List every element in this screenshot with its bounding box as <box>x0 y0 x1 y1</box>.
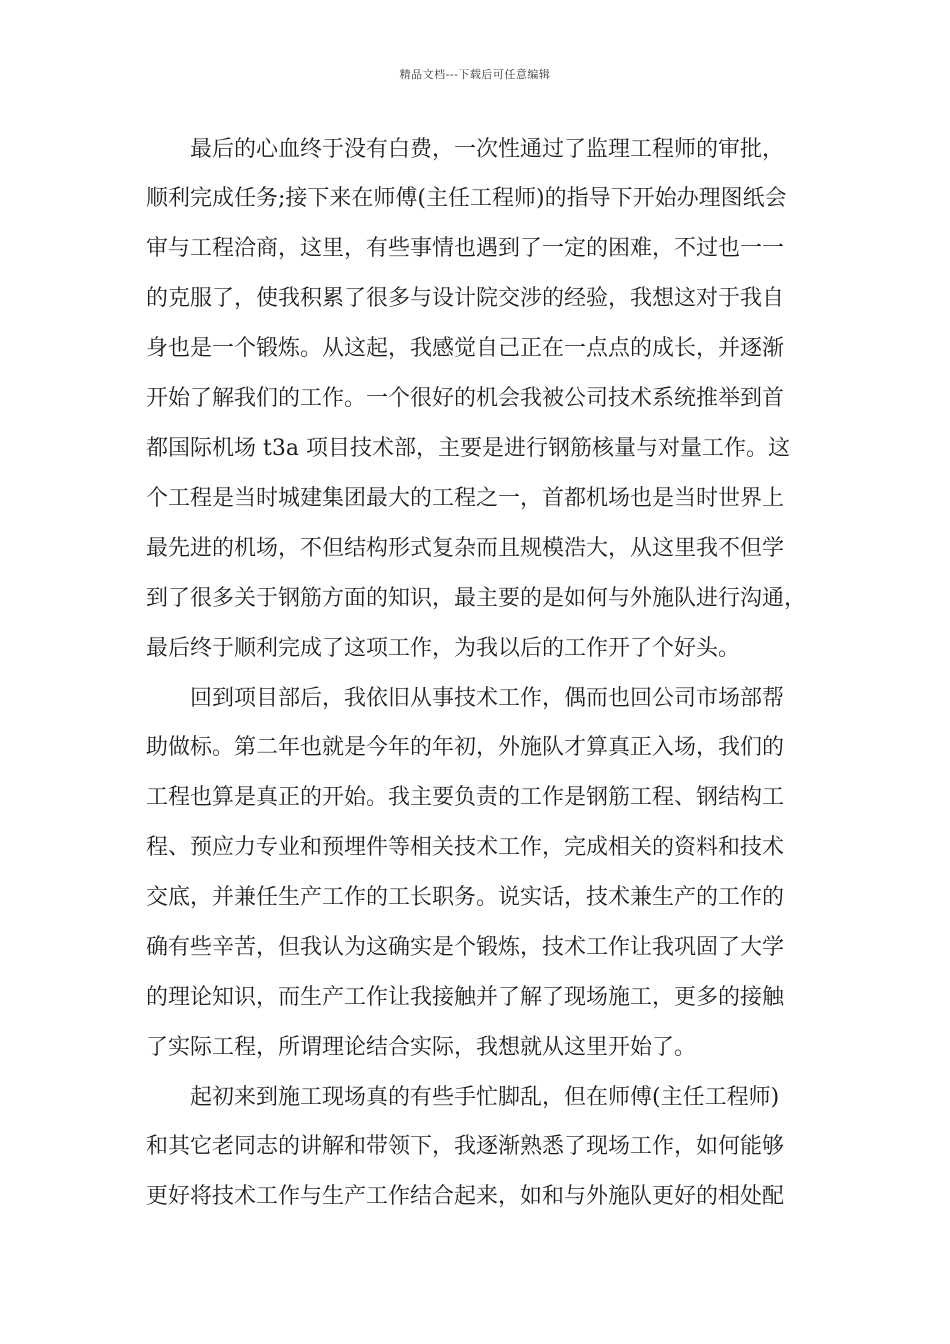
text-line: 顺利完成任务;接下来在师傅(主任工程师)的指导下开始办理图纸会 <box>146 186 787 211</box>
text-line: 都国际机场 t3a 项目技术部，主要是进行钢筋核量与对量工作。这 <box>146 436 790 461</box>
text-line: 了实际工程，所谓理论结合实际，我想就从这里开始了。 <box>146 1035 697 1060</box>
text-line: 回到项目部后，我依旧从事技术工作，偶而也回公司市场部帮 <box>190 686 785 711</box>
page-header: 精品文档---下载后可任意编辑 <box>399 68 551 81</box>
text-line: 程、预应力专业和预埋件等相关技术工作，完成相关的资料和技术 <box>146 835 785 860</box>
text-line: 的理论知识，而生产工作让我接触并了解了现场施工，更多的接触 <box>146 985 785 1010</box>
text-line: 交底，并兼任生产工作的工长职务。说实话，技术兼生产的工作的 <box>146 885 785 910</box>
text-line: 最先进的机场，不但结构形式复杂而且规模浩大，从这里我不但学 <box>146 536 785 561</box>
text-line: 开始了解我们的工作。一个很好的机会我被公司技术系统推举到首 <box>146 386 785 411</box>
text-line: 最后终于顺利完成了这项工作，为我以后的工作开了个好头。 <box>146 636 741 661</box>
text-line: 的克服了，使我积累了很多与设计院交涉的经验，我想这对于我自 <box>146 286 785 311</box>
text-line: 个工程是当时城建集团最大的工程之一，首都机场也是当时世界上 <box>146 486 785 511</box>
text-line: 审与工程洽商，这里，有些事情也遇到了一定的困难，不过也一一 <box>146 236 785 261</box>
text-line: 和其它老同志的讲解和带领下，我逐渐熟悉了现场工作，如何能够 <box>146 1134 785 1159</box>
text-line: 工程也算是真正的开始。我主要负责的工作是钢筋工程、钢结构工 <box>146 785 785 810</box>
text-line: 更好将技术工作与生产工作结合起来，如和与外施队更好的相处配 <box>146 1184 785 1209</box>
text-line: 助做标。第二年也就是今年的年初，外施队才算真正入场，我们的 <box>146 735 785 760</box>
text-line: 最后的心血终于没有白费，一次性通过了监理工程师的审批， <box>190 137 785 162</box>
text-line: 身也是一个锻炼。从这起，我感觉自己正在一点点的成长，并逐渐 <box>146 336 785 361</box>
text-line: 到了很多关于钢筋方面的知识，最主要的是如何与外施队进行沟通， <box>146 586 807 611</box>
text-line: 确有些辛苦，但我认为这确实是个锻炼，技术工作让我巩固了大学 <box>146 935 785 960</box>
text-line: 起初来到施工现场真的有些手忙脚乱，但在师傅(主任工程师) <box>190 1085 780 1110</box>
